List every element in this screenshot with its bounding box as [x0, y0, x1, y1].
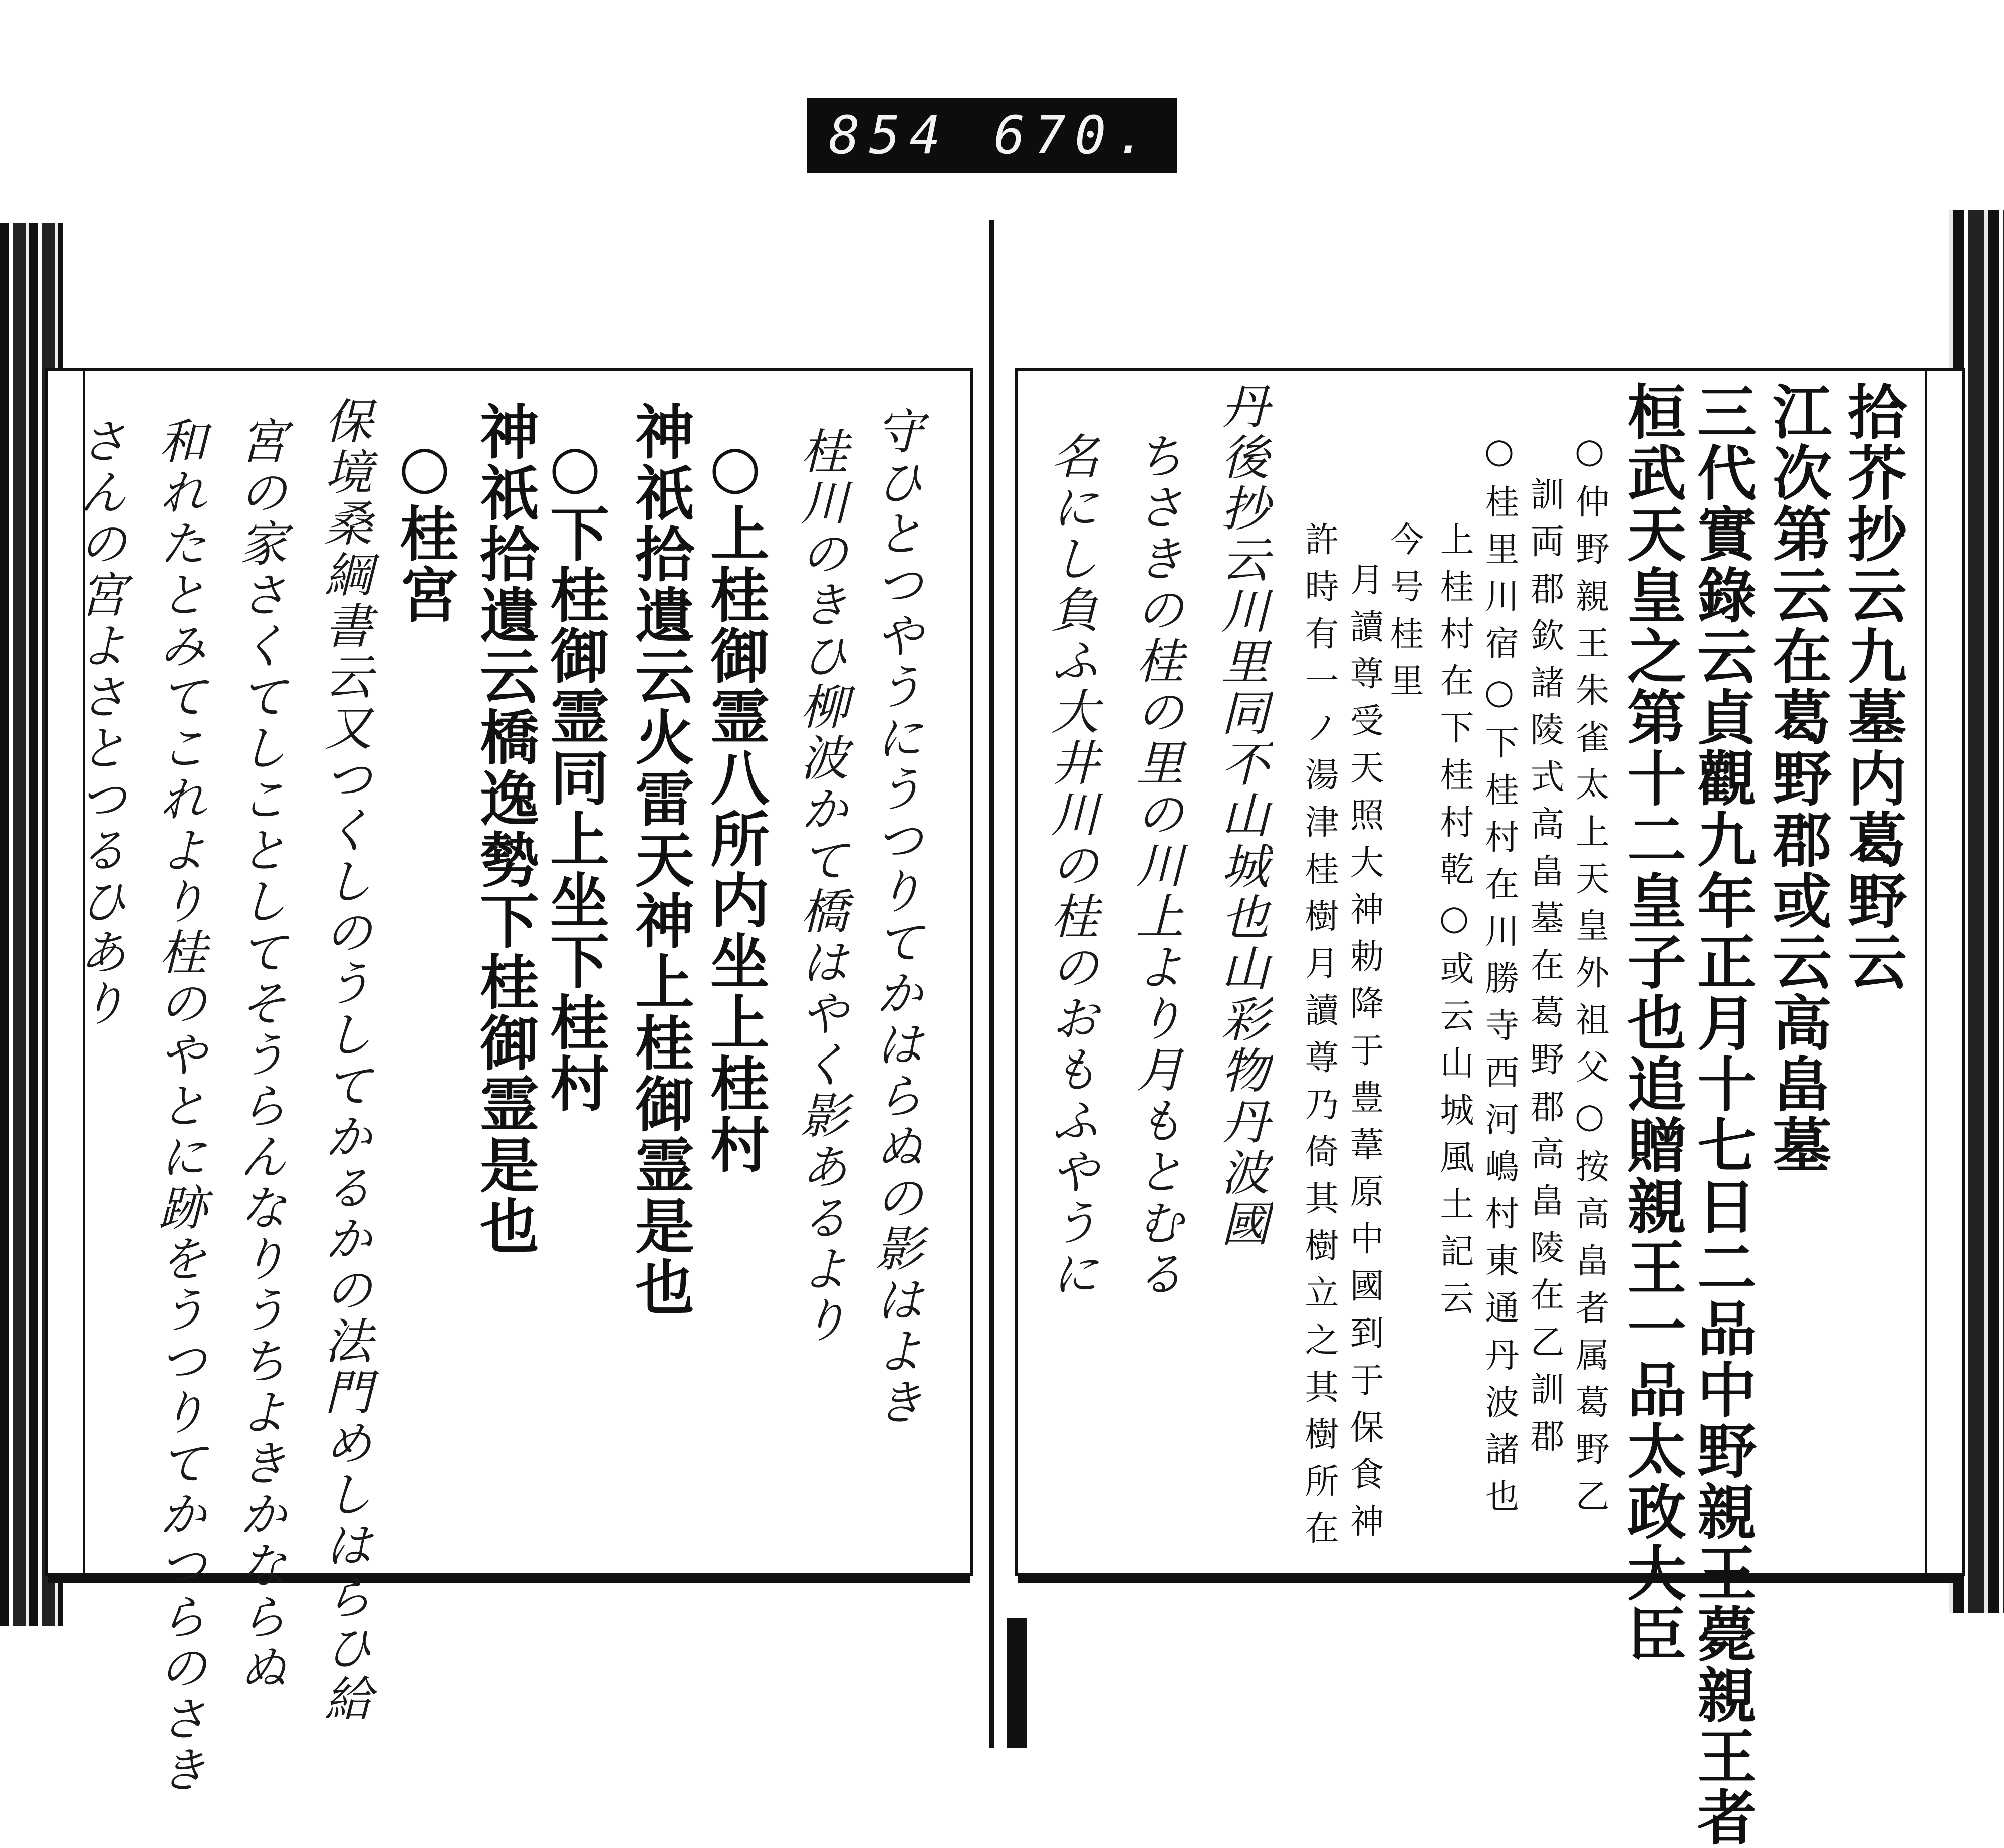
right-page-column: 訓両郡欽諸陵式高畠墓在葛野郡高畠陵在乙訓郡 [1525, 476, 1564, 1465]
left-page-column: 保境桑綱書云又つくしのうしてかるかの法門めしはらひ給 [317, 396, 373, 1725]
left-page-column: ○桂宮 [390, 431, 459, 625]
right-page-column: 江次第云在葛野郡或云高畠墓 [1763, 381, 1832, 1176]
binding-gutter-foot [1007, 1618, 1027, 1748]
catalog-number-right: 670. [993, 105, 1156, 166]
left-page-column: 桂川のきひ柳波かて橋はやく影あるより [793, 426, 849, 1346]
left-page-column: ○上桂御霊八所内坐上桂村 [700, 431, 770, 1175]
left-page-column: 宮の家さくてしことしてそうらんなりうちよきかならぬ [231, 416, 288, 1694]
right-page-column: ○仲野親王朱雀太上天皇外祖父○按高畠者属葛野乙 [1570, 431, 1609, 1525]
right-page-column: 上桂村在下桂村乾○或云山城風土記云 [1434, 521, 1474, 1328]
catalog-number-label [807, 98, 1177, 173]
right-page-column: 許時有一ノ湯津桂樹月讀尊乃倚其樹立之其樹所在 [1299, 521, 1339, 1557]
right-page-column: 三代實錄云貞觀九年正月十七日二品中野親王薨親王者 [1687, 381, 1757, 1848]
left-page [45, 368, 973, 1796]
left-page-column: ○下桂御霊同上坐下桂村 [540, 431, 610, 1114]
right-page-column: 丹後抄云川里同不山城也山彩物丹波國 [1213, 381, 1270, 1250]
left-page-column: 守ひとつやうにうつりてかはらぬの影はよき [868, 406, 924, 1428]
left-page-column: 神祇拾遺云橋逸勢下桂御霊是也 [470, 401, 540, 1257]
right-page-column: 拾芥抄云九墓内葛野云 [1838, 381, 1907, 992]
binding-gutter [989, 220, 994, 1748]
right-page [1015, 368, 1965, 1848]
right-page-column: ○桂里川宿○下桂村在川勝寺西河嶋村東通丹波諸也 [1479, 431, 1519, 1525]
left-page-column: 和れたとみてこれより桂のやとに跡をうつりてかつらのさき [151, 416, 207, 1796]
left-page-column: 神祇拾遺云火雷天神上桂御霊是也 [625, 401, 695, 1318]
right-page-column: 今号桂里 [1384, 521, 1424, 710]
right-page-column: 月讀尊受天照大神勅降于豊葦原中國到于保食神 [1344, 562, 1384, 1550]
right-page-column: ちさきの桂の里の川上より月もとむる [1128, 431, 1184, 1300]
right-page-column: 桓武天皇之第十二皇子也追贈親王一品太政大臣 [1617, 381, 1687, 1665]
right-page-inner-rule [1925, 371, 1927, 1573]
right-page-column: 名にし負ふ大井川の桂のおもふやうに [1043, 431, 1099, 1300]
left-page-column: さんの宮よさとつるひあり [71, 416, 127, 1029]
catalog-number-left: 854 [828, 105, 950, 166]
